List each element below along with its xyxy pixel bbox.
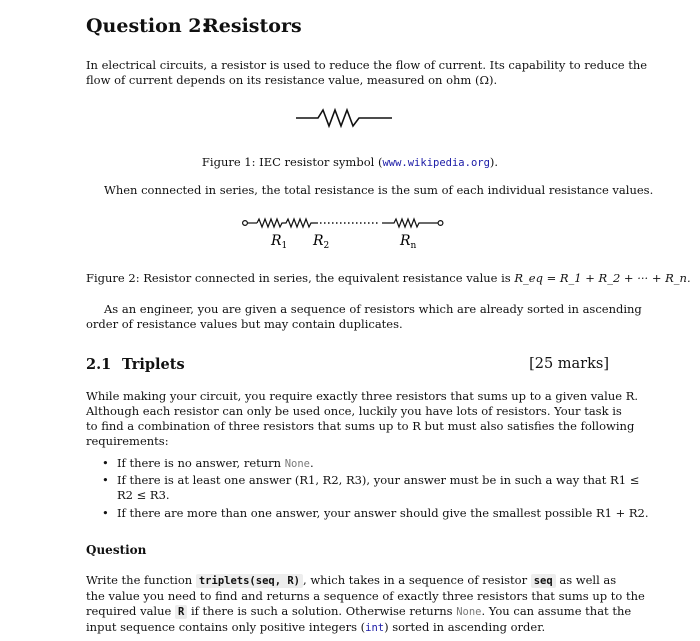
section-number: Question 2: bbox=[86, 15, 209, 37]
question-line-2: the value you need to find and returns a sequence of exactly three resistors that sums up to the bbox=[86, 589, 645, 603]
none-keyword: None bbox=[456, 606, 482, 618]
r-code: R bbox=[175, 605, 187, 619]
bullet-icon: • bbox=[102, 506, 109, 520]
question-line-4: input sequence contains only positive integers (int) sorted in ascending order. bbox=[86, 620, 546, 634]
requirements-list bbox=[86, 456, 649, 520]
figure-1-caption-end: ). bbox=[489, 155, 499, 169]
series-circuit-figure bbox=[240, 212, 450, 254]
label-r1: $R_1$ bbox=[271, 233, 288, 251]
section-heading bbox=[86, 15, 302, 37]
none-keyword: None bbox=[284, 458, 311, 470]
bullet-icon: • bbox=[102, 473, 109, 487]
seq-code: seq bbox=[531, 574, 556, 588]
resistor-symbol-figure bbox=[294, 106, 398, 132]
intro-line-2: flow of current depends on its resistance value, measured on ohm (Ω). bbox=[86, 73, 498, 87]
intro-line-1: In electrical circuits, a resistor is used to reduce the flow of current. Its capability to reduce the bbox=[86, 58, 648, 72]
list-item-continued: R2 ≤ R3. bbox=[117, 488, 170, 502]
bullet-icon: • bbox=[102, 456, 109, 470]
figure-1-caption bbox=[0, 155, 700, 169]
subsection-number: 2.1 bbox=[86, 356, 112, 373]
section-title: Resistors bbox=[203, 15, 302, 37]
marks-badge: [25 marks] bbox=[529, 356, 609, 372]
subsection-title: Triplets bbox=[122, 356, 185, 373]
equivalent-resistance-formula: R_eq = R_1 + R_2 + ··· + R_n. bbox=[514, 271, 691, 285]
function-signature-code: triplets(seq, R) bbox=[196, 574, 303, 588]
label-rn: $R_n$ bbox=[400, 233, 417, 251]
question-heading: Question bbox=[86, 543, 147, 557]
triplets-line-4: requirements: bbox=[86, 434, 169, 448]
terminal-right bbox=[438, 221, 443, 226]
question-line-3: required value R if there is such a solution. Otherwise returns None. You can assume that the bbox=[86, 604, 632, 618]
label-r2: $R_2$ bbox=[313, 233, 330, 251]
wikipedia-link[interactable]: www.wikipedia.org bbox=[382, 157, 490, 169]
figure-1-caption-text: Figure 1: IEC resistor symbol ( bbox=[201, 155, 383, 169]
series-text: When connected in series, the total resistance is the sum of each individual resistance values. bbox=[104, 183, 654, 197]
resistor-rn bbox=[382, 219, 438, 227]
subsection-heading bbox=[86, 356, 185, 373]
resistor-r1-r2 bbox=[257, 219, 318, 227]
figure-2-caption-text: Figure 2: Resistor connected in series, the equivalent resistance value is bbox=[86, 271, 511, 285]
terminal-left bbox=[243, 221, 248, 226]
question-line-1: Write the function triplets(seq, R) , which takes in a sequence of resistor seq as well as bbox=[86, 573, 617, 587]
triplets-line-1: While making your circuit, you require exactly three resistors that sums up to a given value R. bbox=[86, 389, 639, 403]
engineer-line-1: As an engineer, you are given a sequence of resistors which are already sorted in ascending bbox=[104, 302, 642, 316]
int-keyword: int bbox=[365, 622, 385, 634]
engineer-line-2: order of resistance values but may contain duplicates. bbox=[86, 317, 403, 331]
figure-2-caption bbox=[86, 271, 691, 285]
triplets-line-2: Although each resistor can only be used once, luckily you have lots of resistors. Your task is bbox=[86, 404, 622, 418]
resistor-zigzag bbox=[296, 110, 392, 126]
list-item: • If there is at least one answer (R1, R2, R3), your answer must be in such a way that R1 ≤ bbox=[102, 473, 640, 487]
triplets-line-3: to find a combination of three resistors that sums up to R but must also satisfies the following bbox=[86, 419, 635, 433]
list-item: • If there are more than one answer, your answer should give the smallest possible R1 + R2. bbox=[102, 506, 649, 520]
list-item: • If there is no answer, return None. bbox=[102, 456, 314, 470]
